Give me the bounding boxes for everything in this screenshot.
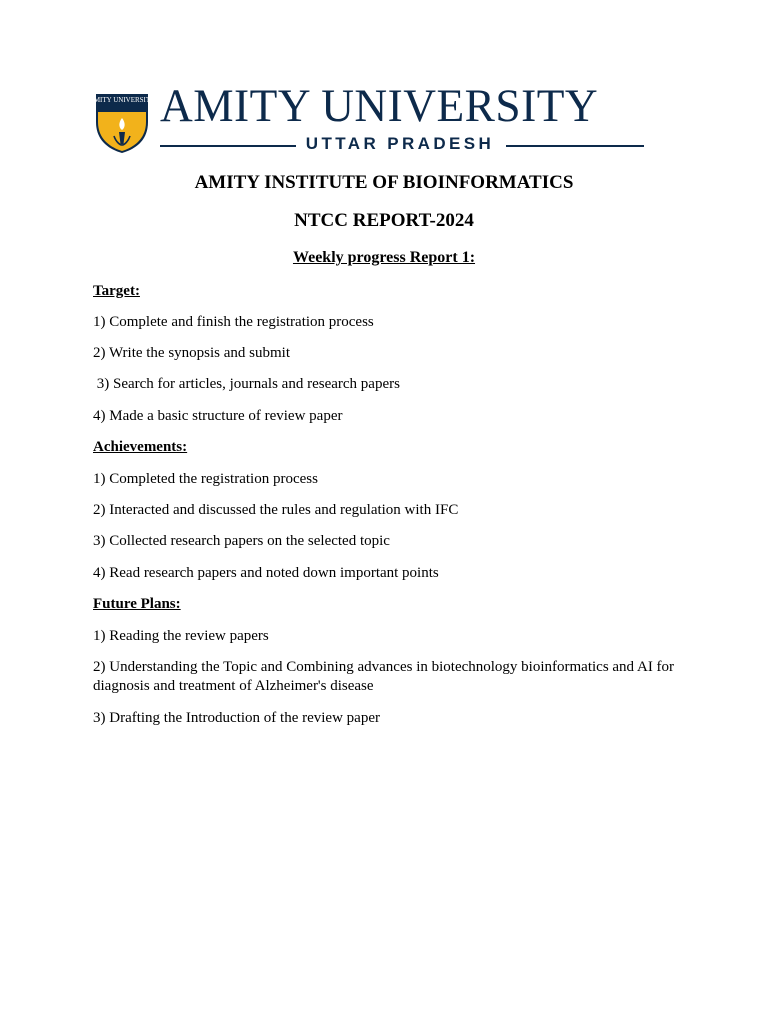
weekly-report-heading: Weekly progress Report 1: — [292, 249, 476, 266]
target-item: 3) Search for articles, journals and research papers — [93, 376, 400, 392]
achievement-item: 1) Completed the registration process — [93, 471, 318, 487]
future-plan-item: 1) Reading the review papers — [93, 628, 269, 644]
future-plan-item: 3) Drafting the Introduction of the review paper — [93, 710, 380, 726]
achievement-item: 2) Interacted and discussed the rules and regulation with IFC — [93, 502, 459, 518]
target-item: 2) Write the synopsis and submit — [93, 345, 291, 361]
achievements-section-title: Achievements: — [93, 439, 188, 455]
location-text: UTTAR PRADESH — [305, 134, 495, 153]
achievement-item: 3) Collected research papers on the selected topic — [93, 533, 390, 549]
target-item: 4) Made a basic structure of review paper — [93, 408, 343, 424]
target-item: 1) Complete and finish the registration process — [93, 314, 374, 330]
crest-text: AMITY UNIVERSITY — [88, 96, 156, 104]
target-section-title: Target: — [93, 283, 140, 299]
future-plan-item: 2) Understanding the Topic and Combining advances in biotechnology bioinformatics and AI for diagnosis and treatment of Alzheimer's disease — [93, 659, 675, 694]
achievement-item: 4) Read research papers and noted down important points — [93, 565, 439, 581]
university-name: AMITY UNIVERSITY — [160, 80, 599, 132]
university-location — [160, 134, 644, 154]
location-rule-right — [506, 145, 644, 147]
institute-heading: AMITY INSTITUTE OF BIOINFORMATICS — [194, 172, 574, 193]
amity-crest-icon — [88, 92, 156, 154]
future-plans-section-title: Future Plans: — [93, 596, 181, 612]
location-rule-left — [160, 145, 296, 147]
amity-university-logo — [88, 80, 646, 156]
report-heading: NTCC REPORT-2024 — [294, 210, 474, 231]
